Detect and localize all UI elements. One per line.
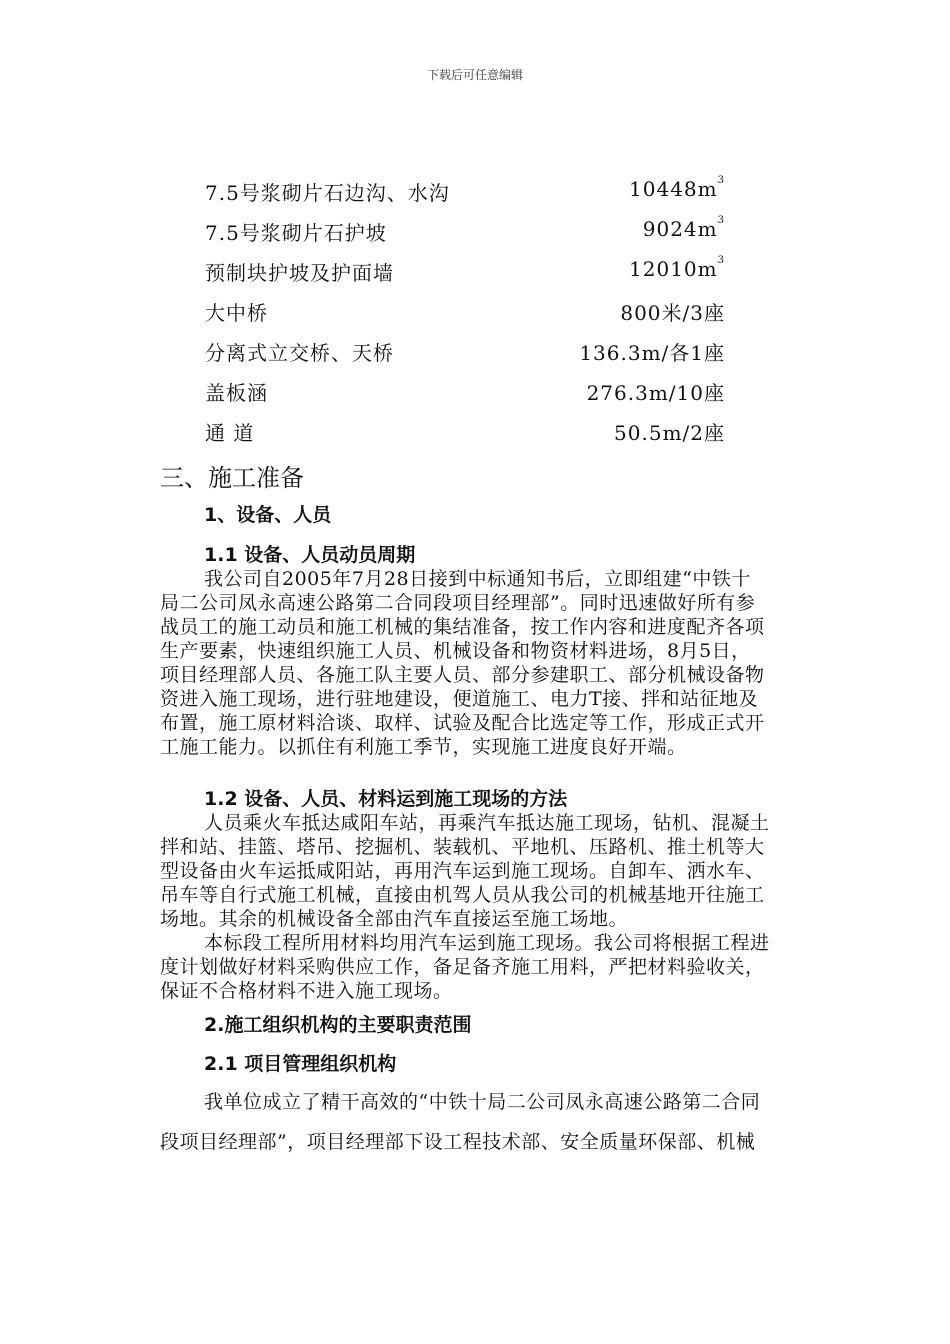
quantity-value: [629, 177, 725, 201]
quantity-value-text: 800米/3座: [620, 301, 725, 325]
subsection-title: 1.1 设备、人员动员周期: [204, 544, 416, 566]
page-header: 下载后可任意编辑: [426, 68, 523, 82]
unit-superscript: 3: [717, 255, 725, 266]
quantity-name: 分离式立交桥、天桥: [205, 341, 394, 365]
quantity-name: 盖板涵: [205, 381, 268, 405]
quantity-name: 大中桥: [205, 301, 268, 325]
quantity-value-text: 136.3m/各1座: [579, 341, 725, 365]
subsection-title: 1、设备、人员: [204, 504, 332, 526]
quantity-value-text: 276.3m/10座: [586, 381, 725, 405]
section-title: 三、施工准备: [160, 464, 304, 492]
quantity-value-text: 12010m: [629, 257, 718, 281]
quantity-value-text: 50.5m/2座: [614, 421, 725, 445]
quantity-row: [205, 217, 725, 247]
quantity-row: [205, 417, 725, 447]
quantity-name: 7.5号浆砌片石边沟、水沟: [205, 181, 450, 205]
unit-superscript: 3: [717, 175, 725, 186]
quantity-row: [205, 297, 725, 327]
paragraph: 人员乘火车抵达咸阳车站，再乘汽车抵达施工现场，钻机、混凝土 拌和站、挂篮、塔吊、挖掘机、装载机、平地机、压路机、推土机等大 型设备由火车运抵咸阳站，再用汽车运到施工现场。自卸车、洒水车、 吊车等自行式施工机械，直接由机驾人员从我公司的机械基地开往施工 场地。其余的机械设备全部由汽车直接运至施工场地。 本标段工程所用材料均用汽车运到施工现场。我公司将根据工程进 度计划做好材料采购供应工作，备足备齐施工用料，严把材料验收关， 保证不合格材料不进入施工现场。: [160, 812, 770, 1002]
quantity-name: 通 道: [205, 421, 255, 445]
quantity-name: 7.5号浆砌片石护坡: [205, 221, 387, 245]
subsection-title: 2.施工组织机构的主要职责范围: [204, 1014, 472, 1036]
quantity-row: [205, 377, 725, 407]
quantity-value: [587, 377, 725, 406]
quantity-row: [205, 177, 725, 207]
paragraph: 我公司自2005年7月28日接到中标通知书后，立即组建“中铁十 局二公司凤永高速公路第二合同段项目经理部”。同时迅速做好所有参 战员工的施工动员和施工机械的集结准备，按工作内容和进度配齐各项 生产要素，快速组织施工人员、机械设备和物资材料进场，8月5日， 项目经理部人员、各施工队主要人员、部分参建职工、部分机械设备物 资进入施工现场，进行驻地建设，便道施工、电力T接、拌和站征地及 布置，施工原材料洽谈、取样、试验及配合比选定等工作，形成正式开 工施工能力。以抓住有利施工季节，实现施工进度良好开端。: [160, 568, 765, 758]
quantity-value: [643, 217, 725, 241]
quantity-row: [205, 257, 725, 287]
paragraph: 我单位成立了精干高效的“中铁十局二公司凤永高速公路第二合同 段项目经理部”，项目经理部下设工程技术部、安全质量环保部、机械: [160, 1091, 761, 1153]
quantity-name: 预制块护坡及护面墙: [205, 261, 394, 285]
quantity-value: [620, 297, 725, 326]
quantity-row: [205, 337, 725, 367]
quantity-value: [579, 337, 725, 366]
quantity-value-text: 10448m: [629, 177, 718, 201]
subsection-title: 2.1 项目管理组织机构: [204, 1053, 397, 1075]
quantity-value: [614, 417, 725, 446]
quantity-value-text: 9024m: [642, 217, 718, 241]
unit-superscript: 3: [717, 215, 725, 226]
subsection-title: 1.2 设备、人员、材料运到施工现场的方法: [204, 788, 568, 810]
quantity-value: [629, 257, 725, 281]
